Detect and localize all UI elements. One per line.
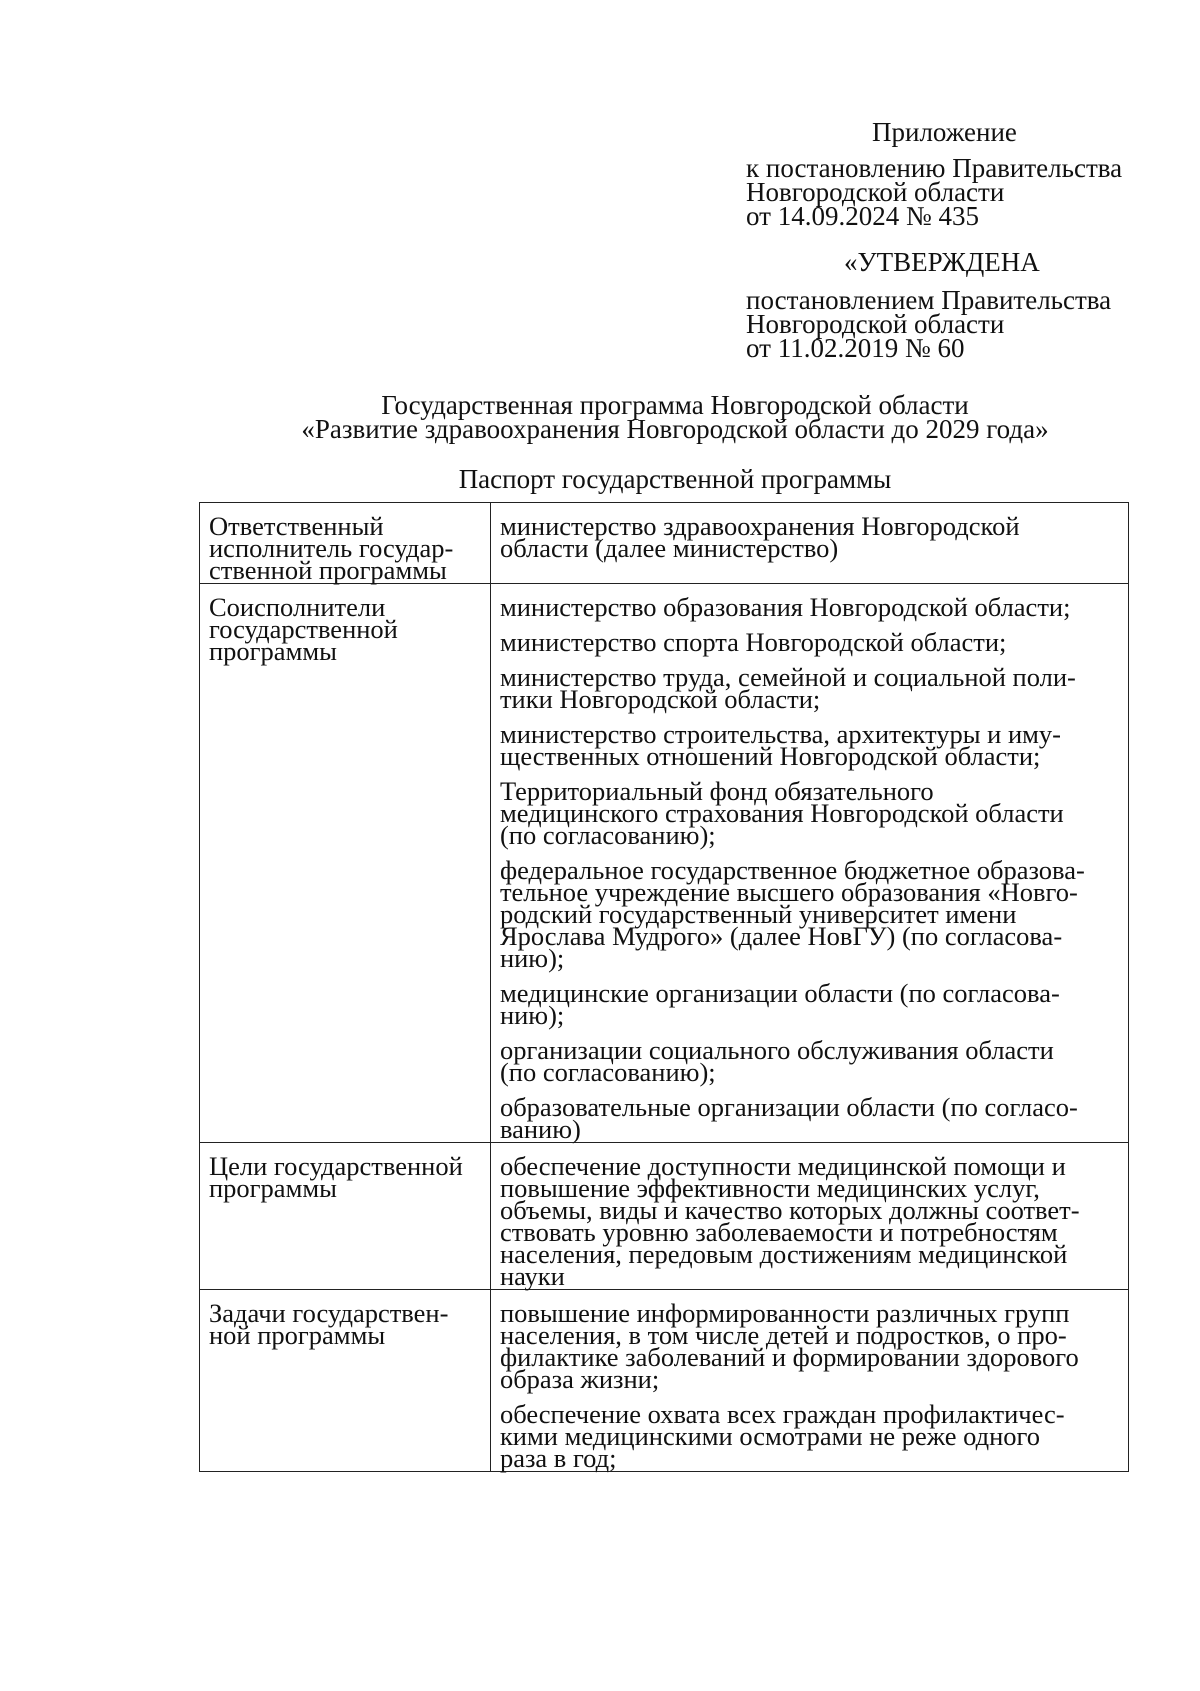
program-title-line: «Развитие здравоохранения Новгородской области до 2029 года» — [301, 414, 1049, 444]
row-value-line: министерство образования Новгородской области; — [499, 592, 1071, 622]
passport-title: Паспорт государственной программы — [458, 464, 892, 494]
row-value-paragraph — [499, 1092, 1122, 1144]
passport-table-body — [200, 503, 1129, 1472]
row-label-cell — [200, 1290, 491, 1472]
row-label-cell — [200, 503, 491, 584]
table-row — [200, 1290, 1129, 1472]
row-value-line: кими медицинскими осмотрами не реже одного — [499, 1421, 1040, 1451]
row-label-line: Цели государственной — [209, 1151, 463, 1181]
appendix-line: Новгородской области — [746, 177, 1005, 207]
row-value-line: министерство спорта Новгородской области; — [499, 627, 1007, 657]
row-value-line: медицинские организации области (по согласова- — [499, 978, 1060, 1008]
row-value-line: родский государственный университет имени — [499, 899, 1017, 929]
row-value-line: организации социального обслуживания области — [499, 1035, 1054, 1065]
row-value-line: повышение эффективности медицинских услуг, — [499, 1173, 1040, 1203]
table-row — [200, 503, 1129, 584]
row-value-line: филактике заболеваний и формировании здорового — [499, 1342, 1079, 1372]
row-value-line: раза в год; — [499, 1443, 617, 1473]
approved-line: постановлением Правительства — [746, 285, 1112, 315]
row-value-paragraph — [499, 1298, 1122, 1394]
row-value-line: обеспечение охвата всех граждан профилактичес- — [499, 1399, 1065, 1429]
row-value-line: образовательные организации области (по согласо- — [499, 1092, 1078, 1122]
row-value-line: медицинского страхования Новгородской области — [499, 798, 1064, 828]
row-label-line: программы — [209, 636, 337, 666]
row-value-line: нию); — [499, 943, 565, 973]
row-value-line: ствовать уровню заболеваемости и потребностям — [499, 1217, 1058, 1247]
row-value-line: тельное учреждение высшего образования «Новго- — [499, 877, 1078, 907]
row-label-line: государственной — [209, 614, 398, 644]
row-value-line: науки — [499, 1261, 565, 1291]
approved-reference — [746, 285, 1112, 363]
row-value-cell — [490, 503, 1128, 584]
row-label-cell — [200, 584, 491, 1143]
row-value-line: нию); — [499, 1000, 565, 1030]
row-label-line: Задачи государствен- — [209, 1298, 449, 1328]
row-value-cell — [490, 1290, 1128, 1472]
passport-table — [199, 502, 1129, 1472]
row-label-cell — [200, 1143, 491, 1290]
row-value-line: министерство здравоохранения Новгородской — [499, 511, 1020, 541]
row-value-line: федеральное государственное бюджетное образова- — [499, 855, 1085, 885]
row-value-line: (по согласованию); — [499, 820, 716, 850]
row-value-paragraph — [499, 1151, 1122, 1291]
program-title-line: Государственная программа Новгородской области — [381, 390, 969, 420]
row-value-line: области (далее министерство) — [499, 533, 839, 563]
appendix-line: к постановлению Правительства — [746, 153, 1123, 183]
appendix-line: от 14.09.2024 № 435 — [746, 201, 979, 231]
row-value-paragraph — [499, 855, 1122, 973]
row-label-line: программы — [209, 1173, 337, 1203]
row-value-cell — [490, 1143, 1128, 1290]
row-value-paragraph — [499, 1399, 1122, 1473]
row-value-paragraph — [499, 719, 1122, 771]
row-label-line: исполнитель государ- — [209, 533, 454, 563]
row-value-line: Территориальный фонд обязательного — [499, 776, 934, 806]
row-value-line: министерство строительства, архитектуры и иму- — [499, 719, 1061, 749]
appendix-title: Приложение — [872, 117, 1017, 147]
approved-line: Новгородской области — [746, 309, 1005, 339]
row-value-cell — [490, 584, 1128, 1143]
row-label-line: Ответственный — [209, 511, 384, 541]
row-label-line: ной программы — [209, 1320, 386, 1350]
row-label-line: Соисполнители — [209, 592, 386, 622]
row-value-line: населения, передовым достижениям медицинской — [499, 1239, 1068, 1269]
row-value-line: щественных отношений Новгородской области; — [499, 741, 1041, 771]
row-value-line: объемы, виды и качество которых должны соответ- — [499, 1195, 1080, 1225]
table-row — [200, 1143, 1129, 1290]
row-label-line: ственной программы — [209, 555, 447, 585]
table-row — [200, 584, 1129, 1143]
row-value-line: населения, в том числе детей и подростков, о про- — [499, 1320, 1067, 1350]
row-value-paragraph — [499, 1035, 1122, 1087]
row-value-line: министерство труда, семейной и социальной поли- — [499, 662, 1076, 692]
row-value-line: обеспечение доступности медицинской помощи и — [499, 1151, 1066, 1181]
row-value-line: тики Новгородской области; — [499, 684, 821, 714]
row-value-line: ванию) — [499, 1114, 581, 1144]
approved-line: от 11.02.2019 № 60 — [746, 333, 965, 363]
row-value-paragraph — [499, 627, 1122, 657]
row-value-line: Ярослава Мудрого» (далее НовГУ) (по согласова- — [499, 921, 1063, 951]
appendix-reference — [746, 153, 1123, 231]
row-value-paragraph — [499, 776, 1122, 850]
program-title — [0, 390, 1200, 444]
row-value-paragraph — [499, 978, 1122, 1030]
row-value-paragraph — [499, 511, 1122, 563]
row-value-paragraph — [499, 662, 1122, 714]
approved-title: «УТВЕРЖДЕНА — [844, 247, 1040, 277]
row-value-line: образа жизни; — [499, 1364, 660, 1394]
row-value-paragraph — [499, 592, 1122, 622]
row-value-line: (по согласованию); — [499, 1057, 716, 1087]
row-value-line: повышение информированности различных групп — [499, 1298, 1070, 1328]
